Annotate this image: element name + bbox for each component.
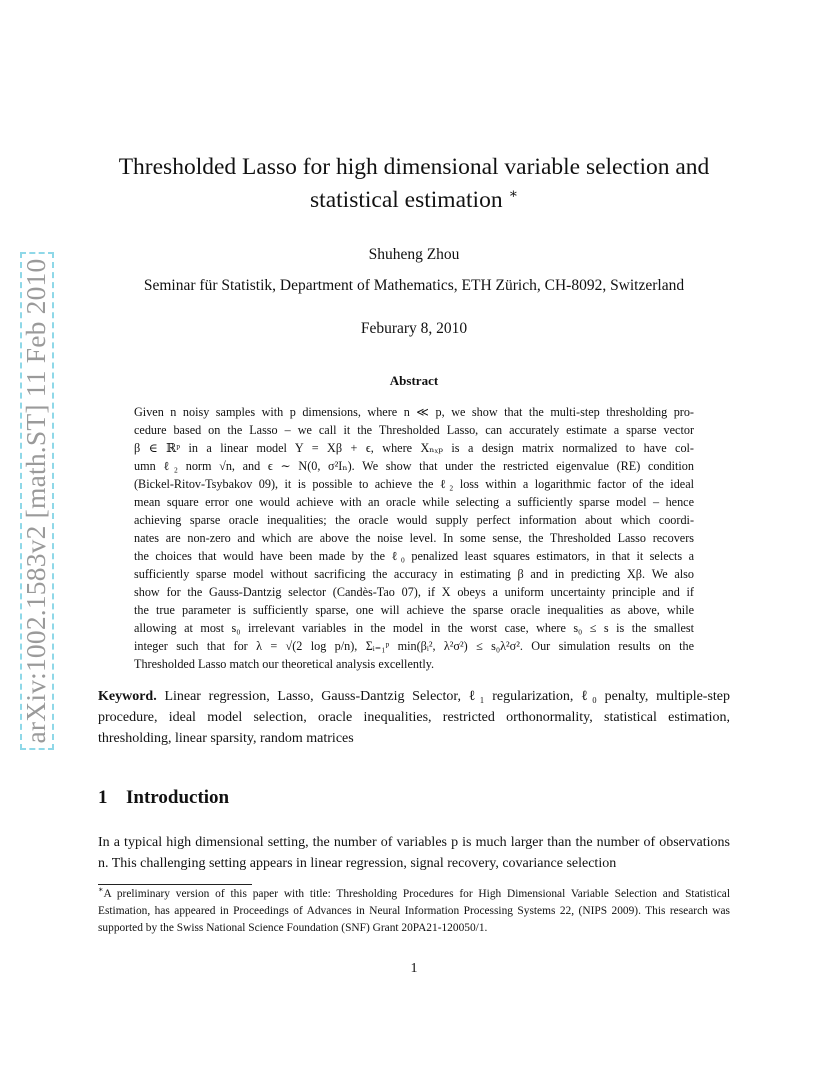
title-footnote-mark[interactable]: ∗	[508, 187, 518, 203]
abstract-line: achieving sparse oracle inequalities; the oracle would supply perfect information about which coordi-	[134, 513, 694, 527]
abstract-line: (Bickel-Ritov-Tsybakov 09), it is possible to achieve the ℓ₂ loss within a logarithmic factor of the ideal	[134, 477, 694, 491]
keyword-text: Linear regression, Lasso, Gauss-Dantzig Selector, ℓ₁ regularization, ℓ₀ penalty, multiple-step procedure, ideal model selection, oracle inequalities, restricted orthonormality, statistical estimation, thresholding, linear sparsity, random matrices	[98, 689, 731, 746]
arxiv-stamp[interactable]: arXiv:1002.1583v2 [math.ST] 11 Feb 2010	[20, 258, 51, 744]
abstract-line: nates are non-zero and which are above the noise level. In some sense, the Thresholded Lasso recovers	[134, 531, 694, 545]
keywords	[98, 686, 730, 749]
abstract-line: allowing at most s₀ irrelevant variables in the model in the worst case, where s₀ ≤ s is the smallest	[134, 621, 694, 635]
section-number: 1	[98, 787, 108, 808]
abstract-line: sufficiently sparse model without sacrificing the accuracy in estimating β and in predicting Xβ. We also	[134, 567, 694, 581]
abstract-line: the true parameter is sufficiently sparse, one will achieve the sparse oracle inequalities as above, while	[134, 603, 694, 617]
abstract-line: umn ℓ₂ norm √n, and ϵ ∼ N(0, σ²Iₙ). We show that under the restricted eigenvalue (RE) condition	[134, 459, 694, 473]
abstract-heading: Abstract	[389, 373, 439, 388]
abstract-line: Thresholded Lasso match our theoretical analysis excellently.	[134, 657, 435, 671]
footnote-mark: ∗	[98, 885, 104, 895]
footnote	[98, 886, 730, 937]
keyword-label: Keyword.	[98, 689, 157, 704]
title-line-2	[90, 184, 738, 217]
abstract-line: mean square error one would achieve with an oracle while selecting a sufficiently sparse model – hence	[134, 495, 694, 509]
paper-title	[90, 151, 738, 217]
page-number: 1	[410, 961, 418, 976]
affiliation: Seminar für Statistik, Department of Mathematics, ETH Zürich, CH-8092, Switzerland	[143, 277, 685, 294]
abstract-line: the choices that would have been made by the ℓ₀ penalized least squares estimators, in that it selects a	[134, 549, 694, 563]
footnote-text: A preliminary version of this paper with title: Thresholding Procedures for High Dimensional Variable Selection and Statistical Estimation, has appeared in Proceedings of Advances in Neural Information Processing Systems 22, (NIPS 2009). This research was supported by the Swiss National Science Foundation (SNF) Grant 20PA21-120050/1.	[98, 888, 730, 934]
section-title: Introduction	[126, 787, 230, 808]
footnote-rule	[98, 884, 252, 885]
abstract-line: cedure based on the Lasso – we call it the Thresholded Lasso, can accurately estimate a sparse vector	[134, 423, 694, 437]
section-heading	[98, 787, 229, 809]
abstract-line: Given n noisy samples with p dimensions, where n ≪ p, we show that the multi-step thresholding pro-	[134, 405, 694, 419]
title-line-1: Thresholded Lasso for high dimensional variable selection and	[118, 154, 710, 180]
date: Feburary 8, 2010	[360, 320, 468, 337]
abstract-line: show for the Gauss-Dantzig selector (Candès-Tao 07), if X obeys a uniform uncertainty principle and if	[134, 585, 694, 599]
intro-paragraph: In a typical high dimensional setting, the number of variables p is much larger than the number of observations n. This challenging setting appears in linear regression, signal recovery, covariance selection	[98, 835, 730, 871]
abstract-line: β ∈ ℝᵖ in a linear model Y = Xβ + ϵ, where Xₙₓₚ is a design matrix normalized to have col-	[134, 441, 694, 455]
abstract-line: integer such that for λ = √(2 log p/n), Σᵢ₌₁ᵖ min(βᵢ², λ²σ²) ≤ s₀λ²σ². Our simulation results on the	[134, 639, 694, 653]
author: Shuheng Zhou	[368, 246, 460, 263]
abstract-body	[134, 403, 694, 673]
title-line-2-text: statistical estimation	[310, 187, 503, 213]
